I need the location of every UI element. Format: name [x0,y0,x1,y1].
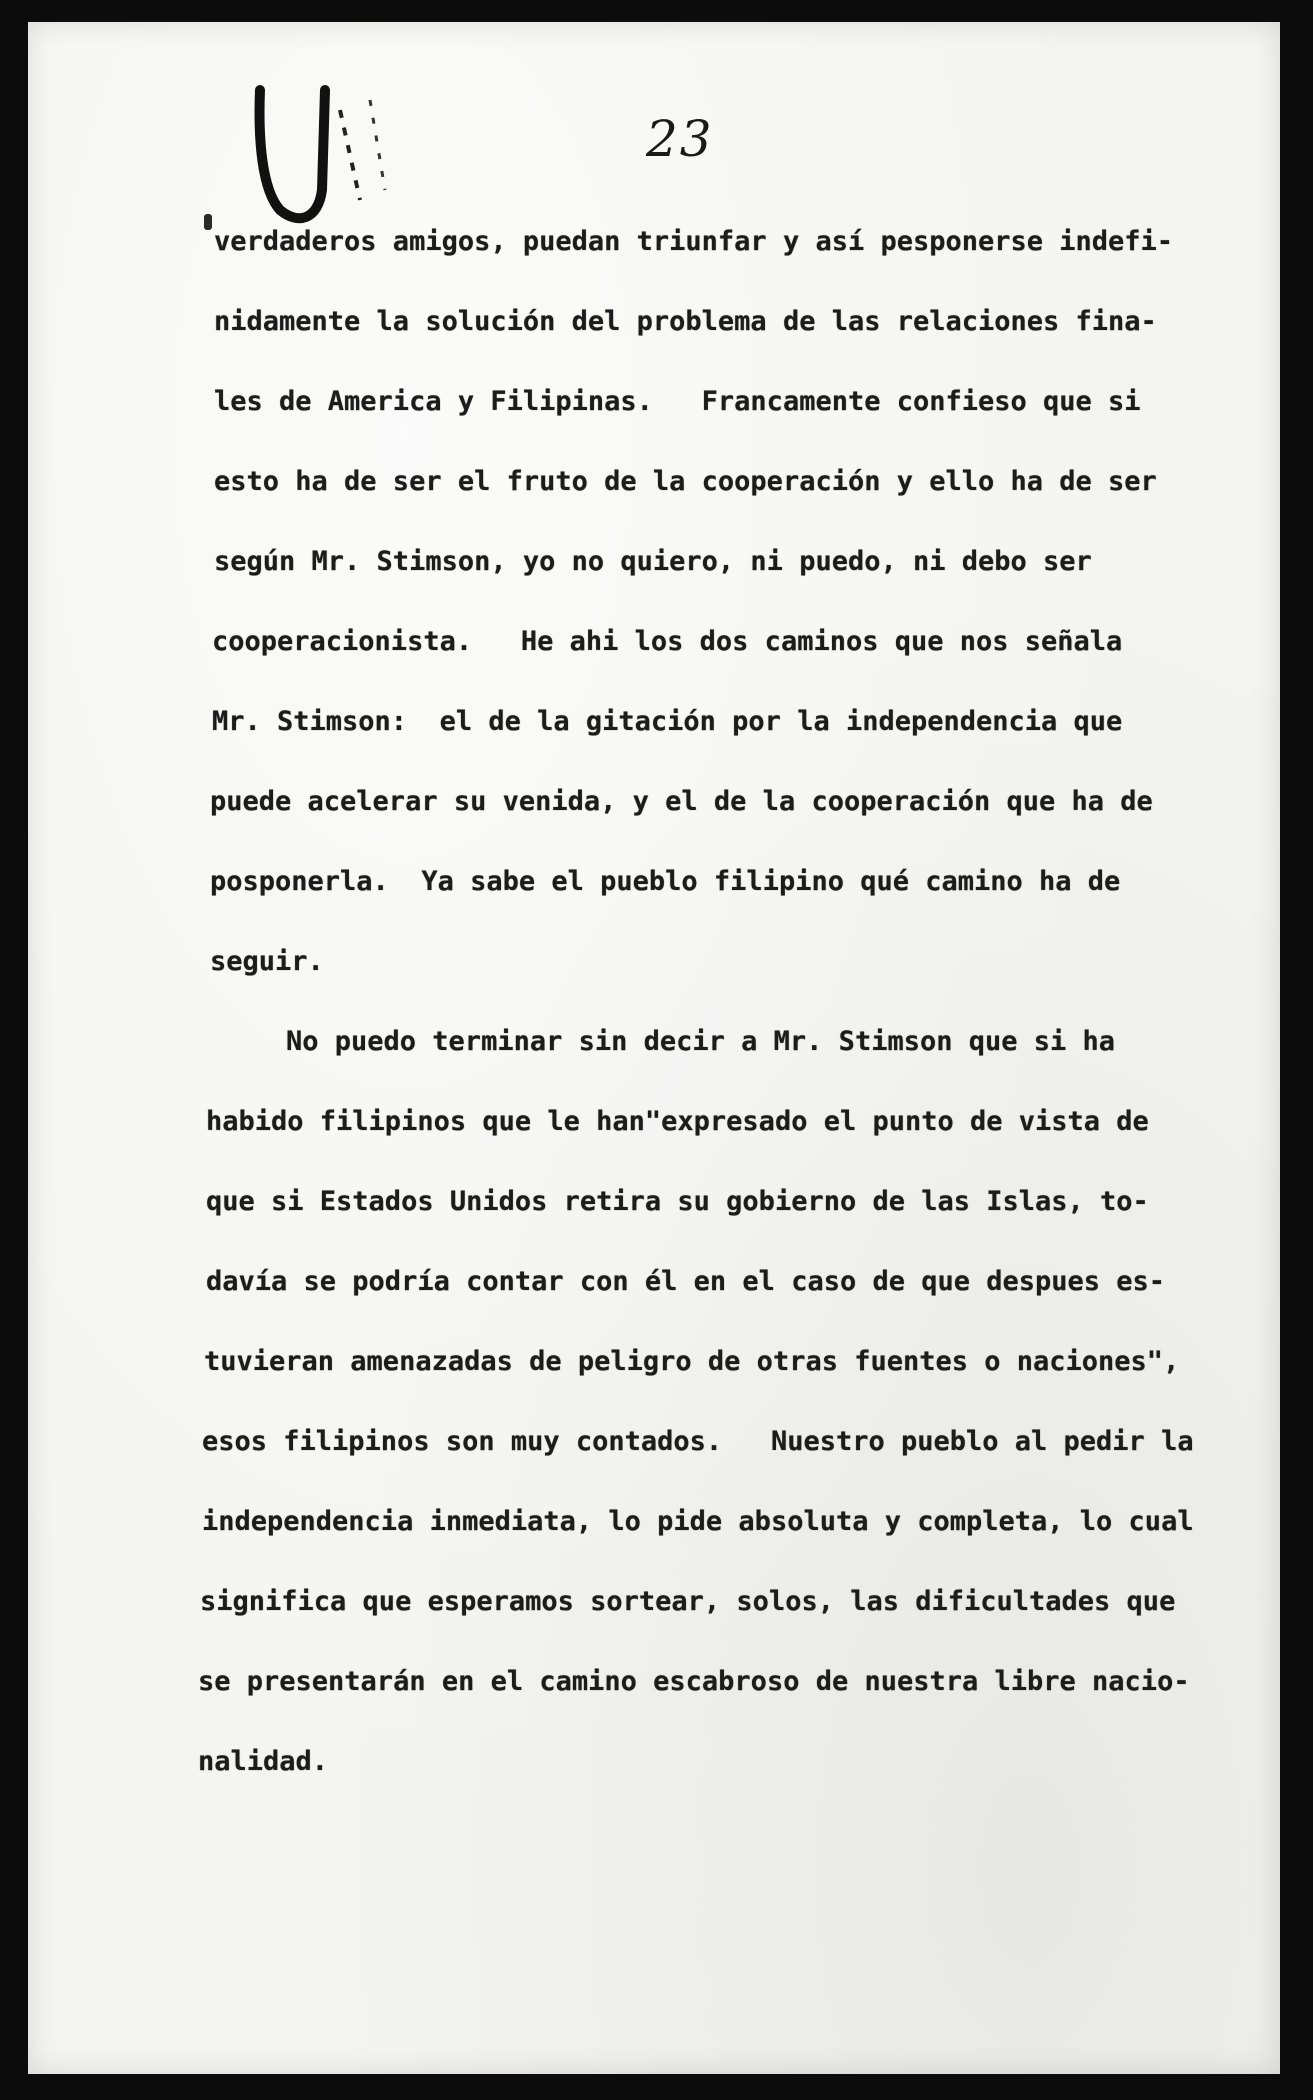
text-line: significa que esperamos sortear, solos, las dificultades que [200,1586,1176,1617]
text-line: nidamente la solución del problema de las relaciones fina- [214,306,1157,337]
text-line: esto ha de ser el fruto de la cooperación y ello ha de ser [214,466,1157,497]
text-line: les de America y Filipinas. Francamente confieso que si [214,386,1141,417]
text-line: Mr. Stimson: el de la gitación por la independencia que [212,706,1123,737]
text-line: cooperacionista. He ahi los dos caminos que nos señala [212,626,1123,657]
text-line: tuvieran amenazadas de peligro de otras fuentes o naciones", [204,1346,1180,1377]
text-line: según Mr. Stimson, yo no quiero, ni puedo, ni debo ser [214,546,1092,577]
text-line: habido filipinos que le han"expresado el punto de vista de [206,1106,1149,1137]
text-line: se presentarán en el camino escabroso de nuestra libre nacio- [198,1666,1190,1697]
text-line: independencia inmediata, lo pide absoluta y completa, lo cual [202,1506,1194,1537]
text-line: No puedo terminar sin decir a Mr. Stimson que si ha [286,1026,1116,1057]
text-line: nalidad. [198,1746,329,1777]
text-line: davía se podría contar con él en el caso de que despues es- [206,1266,1166,1297]
text-line: que si Estados Unidos retira su gobierno de las Islas, to- [206,1186,1149,1217]
text-line: posponerla. Ya sabe el pueblo filipino qué camino ha de [210,866,1121,897]
page-number: 23 [646,110,714,168]
text-line: seguir. [210,946,324,977]
text-line: puede acelerar su venida, y el de la cooperación que ha de [210,786,1153,817]
text-line: esos filipinos son muy contados. Nuestro pueblo al pedir la [202,1426,1194,1457]
text-line: verdaderos amigos, puedan triunfar y así pesponerse indefi- [214,226,1174,257]
